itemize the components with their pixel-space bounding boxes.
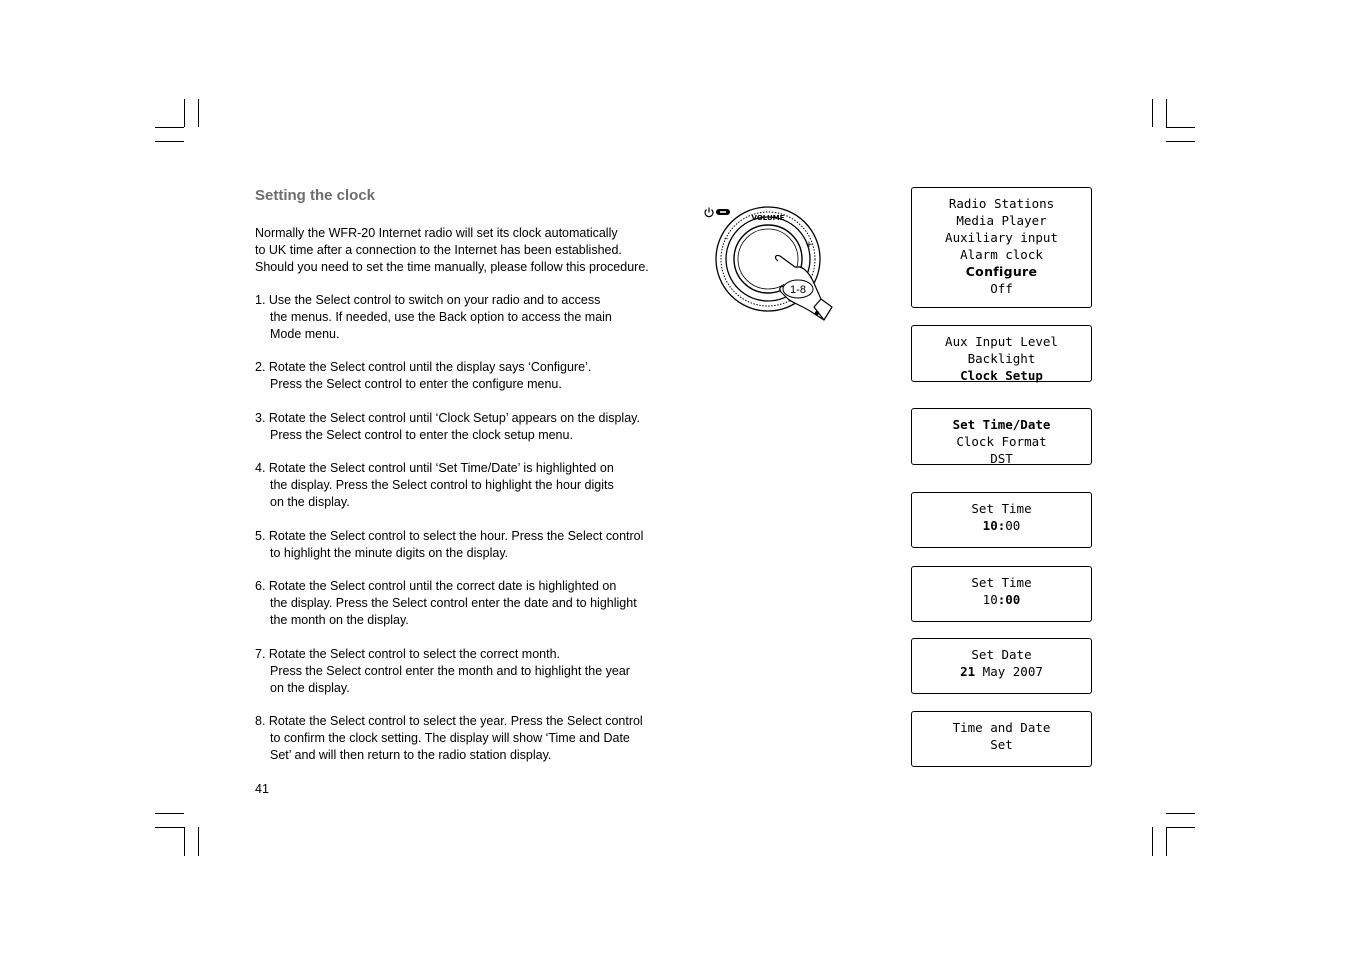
crop-mark [155, 813, 184, 814]
step-text: Press the Select control enter the month and to highlight the year [270, 663, 630, 678]
page-title: Setting the clock [255, 187, 376, 204]
step-text: 2. Rotate the Select control until the display says ‘Configure’. [255, 360, 592, 374]
lcd-row: Alarm clock [960, 247, 1043, 262]
lcd-set-date [911, 638, 1092, 694]
step-6 [255, 578, 685, 628]
lcd-row-highlighted: Configure [965, 264, 1038, 279]
crop-mark [1166, 827, 1195, 828]
lcd-time-row [912, 517, 1091, 534]
lcd-configure-menu [911, 325, 1092, 382]
lcd-hour: 10 [982, 592, 998, 607]
volume-label: VOLUME [751, 214, 785, 222]
lcd-row: Time and Date [952, 720, 1051, 735]
crop-mark [1152, 99, 1153, 127]
crop-mark [155, 127, 184, 128]
lcd-minute-highlighted: 00 [1005, 592, 1021, 607]
crop-mark [184, 827, 185, 856]
step-text: 6. Rotate the Select control until the correct date is highlighted on [255, 579, 617, 593]
volume-knob-illustration [700, 203, 840, 323]
lcd-row-highlighted: Clock Setup [960, 368, 1043, 383]
lcd-time-separator: : [997, 518, 1006, 533]
lcd-date-row [912, 663, 1091, 680]
crop-mark [184, 99, 185, 127]
lcd-row: Radio Stations [948, 196, 1055, 211]
intro-line: Normally the WFR-20 Internet radio will set its clock automatically [255, 226, 618, 240]
crop-mark [198, 827, 199, 856]
step-text: Set’ and will then return to the radio station display. [270, 747, 552, 762]
lcd-time-date-set [911, 711, 1092, 767]
crop-mark [1166, 827, 1167, 856]
crop-mark [1152, 827, 1153, 856]
step-text: to confirm the clock setting. The display will show ‘Time and Date [270, 730, 630, 745]
lcd-row: Set [990, 737, 1013, 752]
step-1 [255, 292, 685, 342]
step-text: on the display. [270, 680, 350, 695]
crop-mark [1166, 813, 1195, 814]
step-text: 5. Rotate the Select control to select the hour. Press the Select control [255, 529, 644, 543]
step-text: Press the Select control to enter the configure menu. [270, 376, 562, 391]
lcd-row: Set Time [971, 575, 1032, 590]
step-2 [255, 359, 685, 393]
lcd-time-row [912, 591, 1091, 608]
step-text: 1. Use the Select control to switch on your radio and to access [255, 293, 601, 307]
step-text: the display. Press the Select control to highlight the hour digits [270, 477, 614, 492]
step-3 [255, 410, 685, 444]
lcd-minute: 00 [1005, 518, 1021, 533]
step-5 [255, 528, 685, 562]
power-icon [705, 208, 713, 217]
crop-mark [1166, 127, 1195, 128]
crop-mark [1166, 141, 1195, 142]
step-text: Mode menu. [270, 326, 340, 341]
step-text: on the display. [270, 494, 350, 509]
lcd-row-highlighted: Set Time/Date [952, 417, 1051, 432]
lcd-row: Set Time [971, 501, 1032, 516]
step-8 [255, 713, 685, 763]
lcd-set-time-minute [911, 566, 1092, 622]
step-text: to highlight the minute digits on the display. [270, 545, 509, 560]
step-text: 3. Rotate the Select control until ‘Clock Setup’ appears on the display. [255, 411, 640, 425]
lcd-row: Set Date [971, 647, 1032, 662]
lcd-row: Clock Format [956, 434, 1047, 449]
intro-line: Should you need to set the time manually, please follow this procedure. [255, 259, 649, 274]
lcd-row: DST [990, 451, 1013, 466]
lcd-row: Media Player [956, 213, 1047, 228]
crop-mark [155, 141, 184, 142]
step-text: the menus. If needed, use the Back option to access the main [270, 309, 612, 324]
lcd-set-time-hour [911, 492, 1092, 548]
step-4 [255, 460, 685, 510]
step-text: 7. Rotate the Select control to select the correct month. [255, 647, 561, 661]
step-text: Press the Select control to enter the clock setup menu. [270, 427, 573, 442]
lcd-row: Aux Input Level [945, 334, 1058, 349]
lcd-clock-setup-menu [911, 408, 1092, 465]
step-badge-text: 1-8 [790, 284, 806, 296]
crop-mark [198, 99, 199, 127]
lcd-month-year: May 2007 [975, 664, 1043, 679]
intro-paragraph [255, 225, 685, 275]
step-text: the display. Press the Select control enter the date and to highlight [270, 595, 637, 610]
lcd-row: Auxiliary input [945, 230, 1058, 245]
crop-mark [155, 827, 184, 828]
step-text: 4. Rotate the Select control until ‘Set Time/Date’ is highlighted on [255, 461, 614, 475]
plus-label: + [805, 240, 813, 250]
crop-mark [1166, 99, 1167, 127]
step-text: the month on the display. [270, 612, 409, 627]
lcd-row: Backlight [967, 351, 1036, 366]
minus-label: – [723, 234, 729, 244]
step-text: 8. Rotate the Select control to select the year. Press the Select control [255, 714, 643, 728]
lcd-hour-highlighted: 10 [982, 518, 998, 533]
intro-line: to UK time after a connection to the Internet has been established. [255, 242, 622, 257]
lcd-day-highlighted: 21 [960, 664, 976, 679]
lcd-main-menu [911, 187, 1092, 308]
page-number: 41 [255, 782, 269, 796]
step-7 [255, 646, 685, 696]
lcd-time-separator: : [997, 592, 1006, 607]
lcd-row: Off [990, 281, 1013, 296]
